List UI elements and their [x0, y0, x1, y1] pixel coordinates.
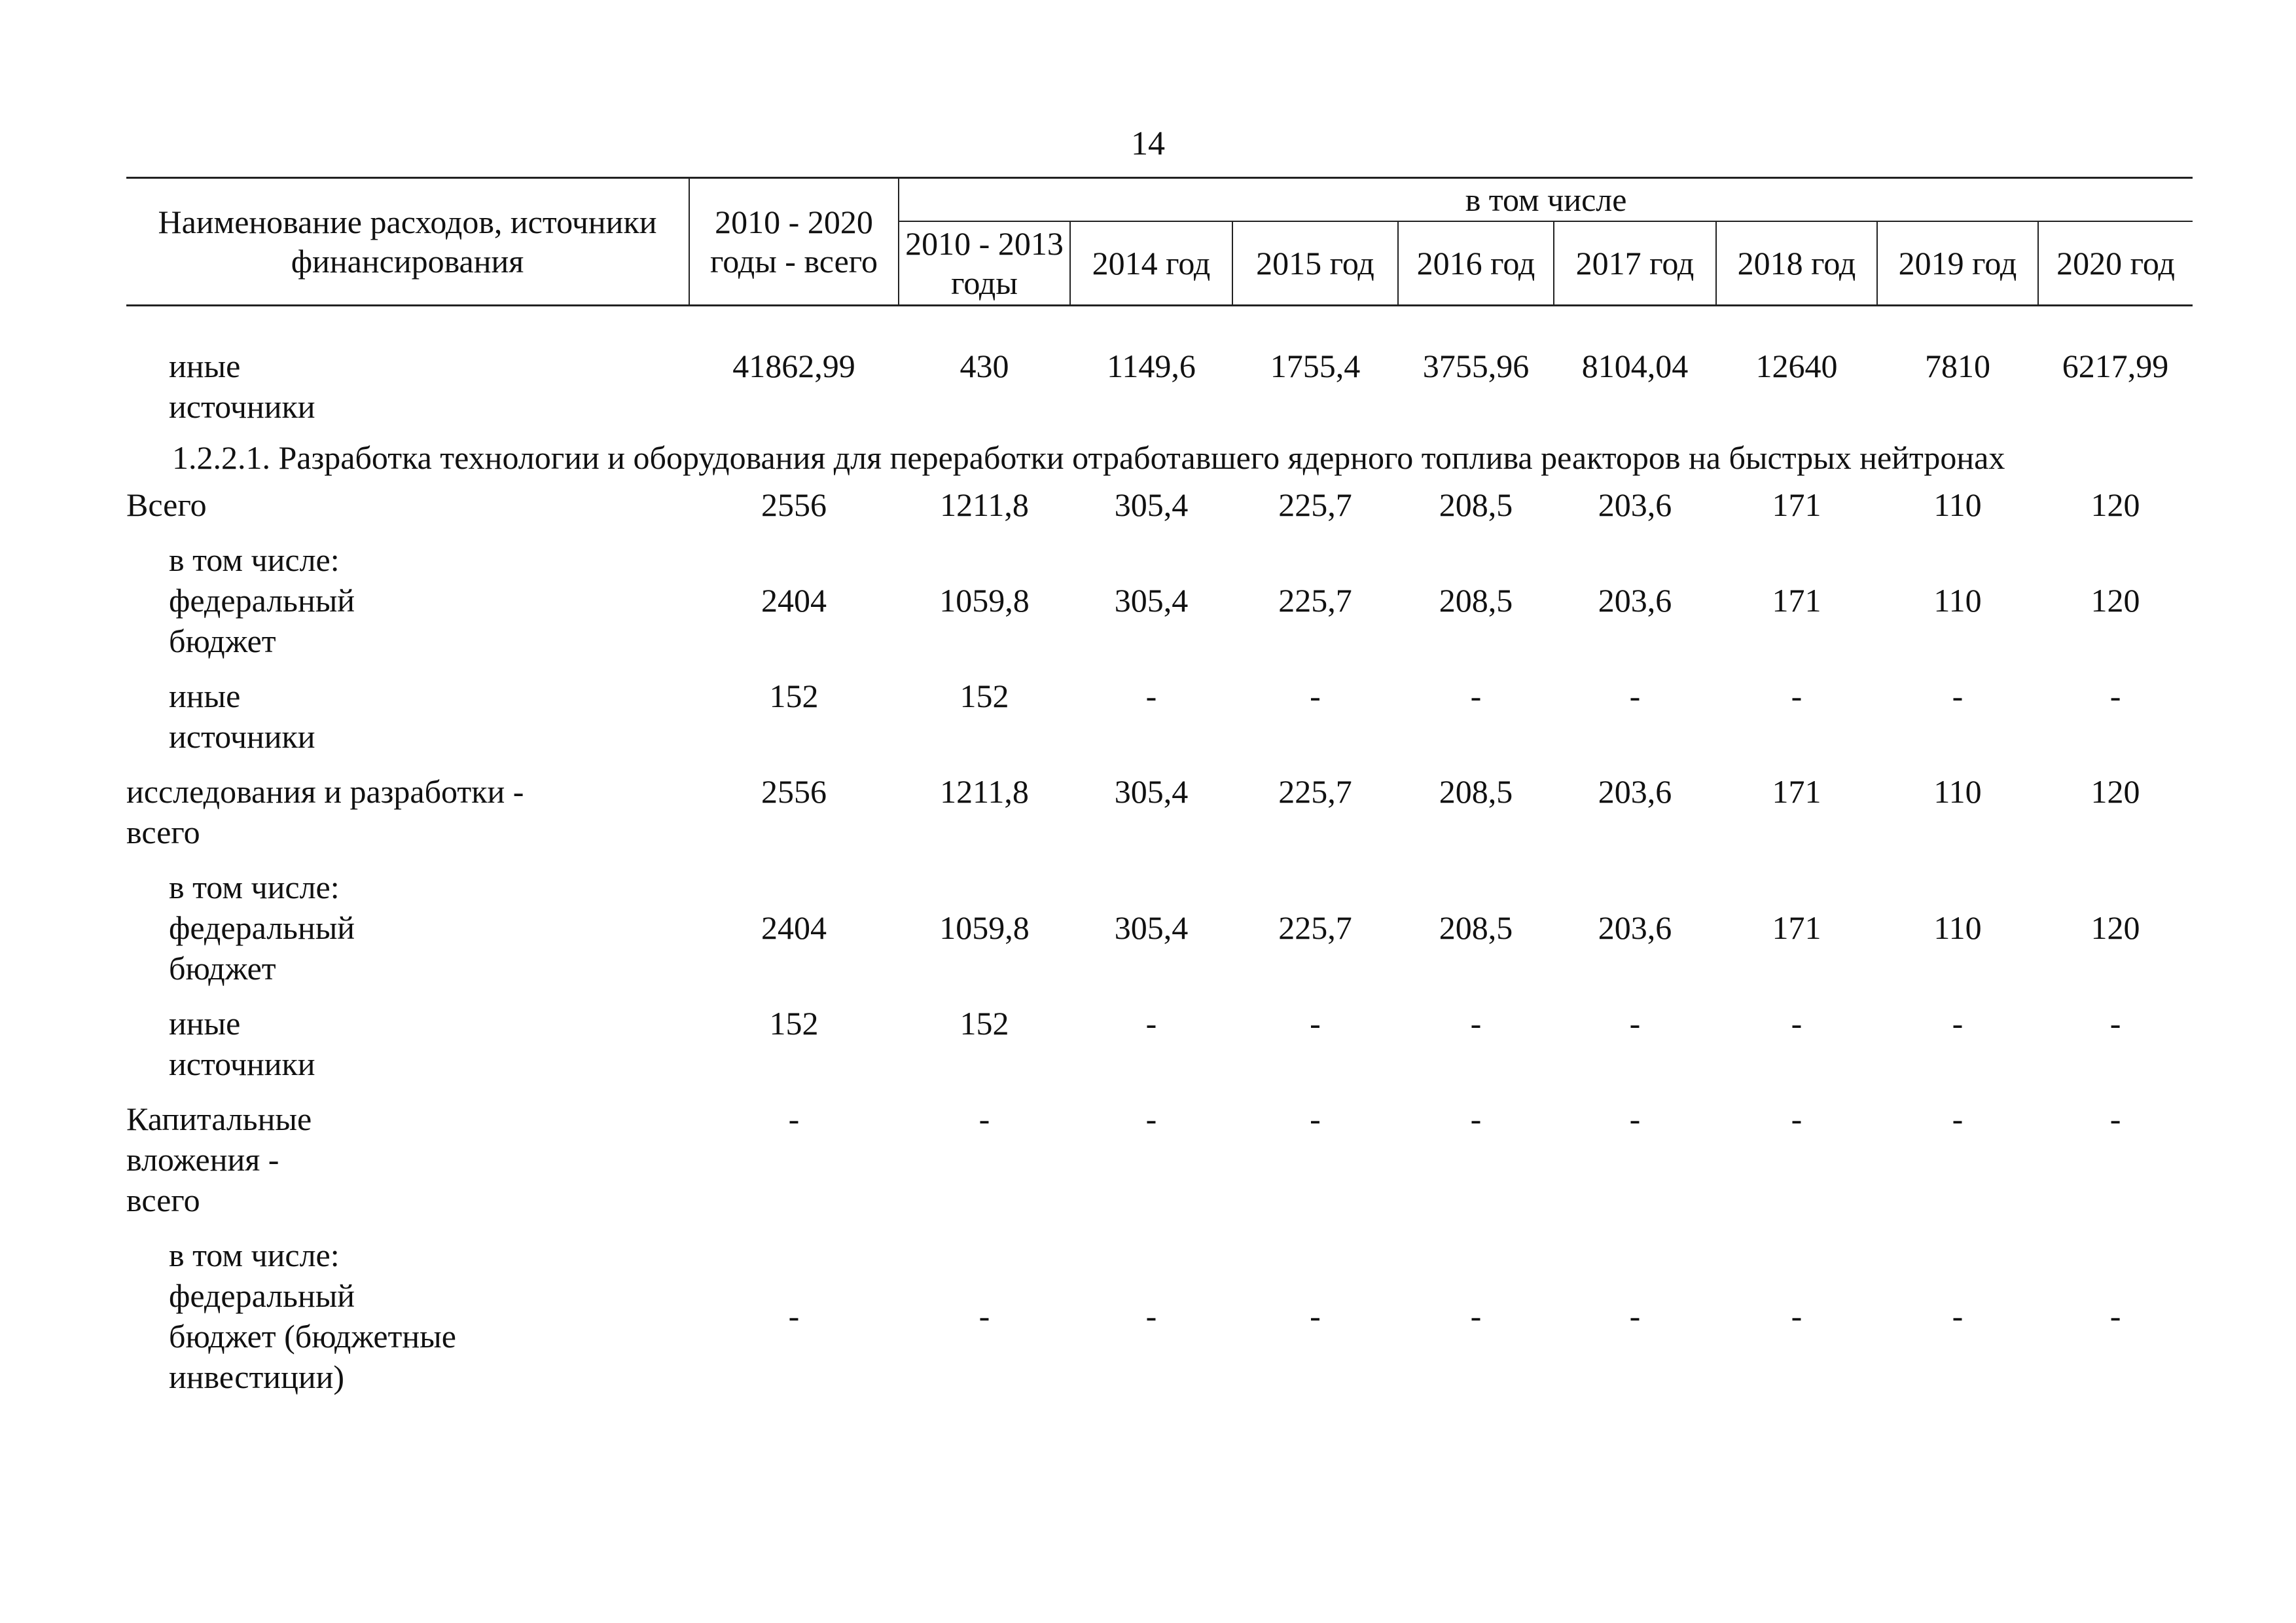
row-value: -: [1145, 1101, 1157, 1137]
row-value: -: [1629, 1101, 1641, 1137]
row-value: 2404: [761, 582, 827, 619]
row-value: -: [2109, 1298, 2121, 1334]
header-year: 2020 год: [2038, 221, 2193, 306]
row-value: 430: [960, 348, 1009, 384]
table-row: [126, 484, 2193, 525]
row-value: -: [1791, 1005, 1803, 1042]
row-value: -: [1629, 1005, 1641, 1042]
row-label: иные источники: [169, 348, 315, 425]
row-value: -: [1952, 678, 1964, 714]
row-value: -: [1145, 1298, 1157, 1334]
row-value: 208,5: [1439, 909, 1513, 946]
row-value: -: [2109, 678, 2121, 714]
table-row: [126, 539, 2193, 661]
row-value: 41862,99: [732, 348, 855, 384]
row-value: 110: [1933, 909, 1982, 946]
row-value: 208,5: [1439, 582, 1513, 619]
table-header: [126, 178, 2193, 306]
row-value: -: [2109, 1005, 2121, 1042]
row-value: 1211,8: [940, 773, 1029, 810]
row-value: 1059,8: [939, 582, 1030, 619]
row-value: 305,4: [1114, 582, 1189, 619]
table-row: [126, 1099, 2193, 1220]
header-year: 2017 год: [1554, 221, 1716, 306]
row-value: -: [2109, 1101, 2121, 1137]
row-value: -: [978, 1298, 990, 1334]
row-value: -: [1470, 1101, 1482, 1137]
row-value: 120: [2090, 486, 2140, 523]
row-value: 7810: [1925, 348, 1990, 384]
row-value: -: [1629, 678, 1641, 714]
header-year: 2018 год: [1716, 221, 1877, 306]
row-value: 203,6: [1598, 909, 1672, 946]
table-row: [126, 867, 2193, 989]
row-value: -: [1952, 1298, 1964, 1334]
row-value: -: [1629, 1298, 1641, 1334]
row-value: 1211,8: [940, 486, 1029, 523]
row-value: -: [1145, 678, 1157, 714]
row-value: -: [1310, 678, 1321, 714]
row-value: 305,4: [1114, 486, 1189, 523]
row-value: 225,7: [1278, 582, 1352, 619]
table-row: [126, 1003, 2193, 1084]
row-value: -: [1470, 1005, 1482, 1042]
row-value: -: [1145, 1005, 1157, 1042]
header-year: 2010 - 2013 годы: [899, 221, 1070, 306]
row-value: 171: [1772, 582, 1821, 619]
row-value: 3755,96: [1422, 348, 1530, 384]
row-label: иные источники: [169, 678, 315, 755]
row-label: Капитальные вложения - всего: [126, 1101, 312, 1218]
row-value: 120: [2090, 773, 2140, 810]
row-value: 305,4: [1114, 909, 1189, 946]
row-value: -: [1310, 1298, 1321, 1334]
page-number: 14: [1131, 125, 1165, 162]
row-value: -: [1952, 1005, 1964, 1042]
row-value: 171: [1772, 486, 1821, 523]
financing-table-container: [126, 177, 2193, 1397]
header-total-column: 2010 - 2020 годы - всего: [689, 178, 899, 306]
header-year: 2019 год: [1877, 221, 2038, 306]
row-label: в том числе: федеральный бюджет: [169, 541, 355, 659]
row-value: 120: [2090, 909, 2140, 946]
row-value: -: [1470, 1298, 1482, 1334]
row-label: исследования и разработки - всего: [126, 773, 524, 850]
row-value: -: [1310, 1005, 1321, 1042]
row-value: 12640: [1755, 348, 1838, 384]
table-row: [126, 676, 2193, 757]
header-name-column: Наименование расходов, источники финансирования: [126, 178, 689, 306]
row-value: 1755,4: [1270, 348, 1361, 384]
row-value: 1059,8: [939, 909, 1030, 946]
row-label: Всего: [126, 486, 207, 523]
row-value: 8104,04: [1581, 348, 1689, 384]
table-row: [126, 1235, 2193, 1397]
row-value: 152: [960, 678, 1009, 714]
row-value: 152: [960, 1005, 1009, 1042]
table-body: [126, 306, 2193, 1398]
row-value: -: [1791, 678, 1803, 714]
row-value: 110: [1933, 486, 1982, 523]
row-value: 6217,99: [2062, 348, 2169, 384]
row-value: -: [1952, 1101, 1964, 1137]
row-value: 203,6: [1598, 582, 1672, 619]
row-value: 171: [1772, 773, 1821, 810]
table-row: [126, 771, 2193, 852]
header-year: 2015 год: [1232, 221, 1398, 306]
row-value: -: [1470, 678, 1482, 714]
row-label: в том числе: федеральный бюджет (бюджетные инвестиции): [169, 1237, 456, 1395]
row-value: 110: [1933, 582, 1982, 619]
row-value: 305,4: [1114, 773, 1189, 810]
row-value: 203,6: [1598, 486, 1672, 523]
row-value: -: [788, 1298, 800, 1334]
row-value: -: [788, 1101, 800, 1137]
row-value: 171: [1772, 909, 1821, 946]
row-value: -: [978, 1101, 990, 1137]
header-group-label: в том числе: [899, 178, 2193, 222]
row-value: -: [1310, 1101, 1321, 1137]
row-value: 110: [1933, 773, 1982, 810]
header-year: 2014 год: [1070, 221, 1232, 306]
financing-table: [126, 177, 2193, 1397]
row-value: 208,5: [1439, 486, 1513, 523]
row-value: 225,7: [1278, 773, 1352, 810]
row-value: 152: [769, 1005, 819, 1042]
row-value: 2404: [761, 909, 827, 946]
row-value: 203,6: [1598, 773, 1672, 810]
section-title: 1.2.2.1. Разработка технологии и оборудования для переработки отработавшего ядерного топлива реакторов на быстрых нейтронах: [172, 439, 2005, 476]
row-label: иные источники: [169, 1005, 315, 1082]
row-value: -: [1791, 1298, 1803, 1334]
row-value: 225,7: [1278, 486, 1352, 523]
row-value: 2556: [761, 486, 827, 523]
table-row: [126, 346, 2193, 427]
row-value: 2556: [761, 773, 827, 810]
header-year: 2016 год: [1398, 221, 1554, 306]
row-label: в том числе: федеральный бюджет: [169, 869, 355, 987]
row-value: -: [1791, 1101, 1803, 1137]
row-value: 120: [2090, 582, 2140, 619]
row-value: 152: [769, 678, 819, 714]
row-value: 225,7: [1278, 909, 1352, 946]
row-value: 1149,6: [1107, 348, 1196, 384]
row-value: 208,5: [1439, 773, 1513, 810]
